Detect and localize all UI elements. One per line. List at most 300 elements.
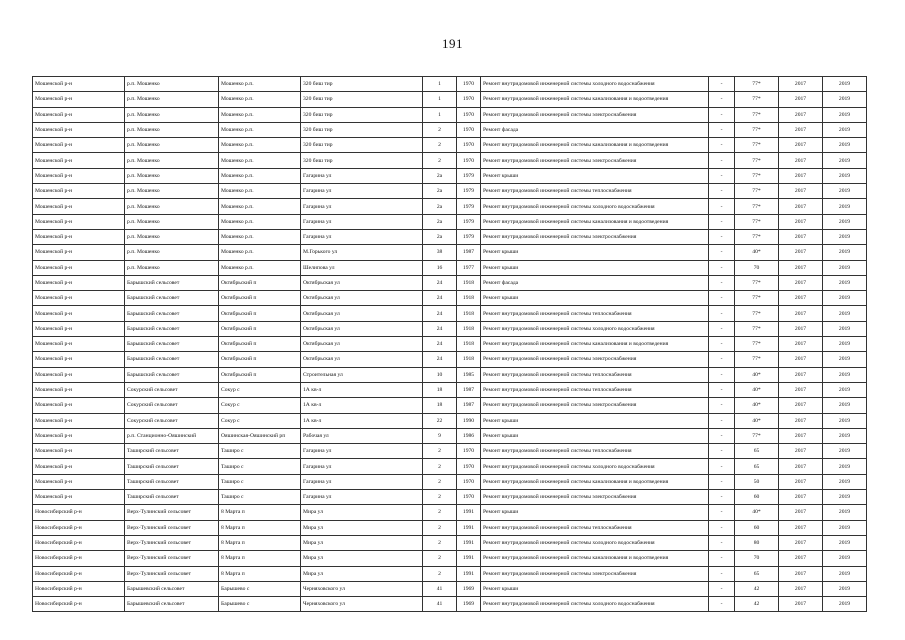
cell-house-number: 2а (423, 184, 457, 199)
table-row (33, 505, 867, 520)
cell-start-year: 2017 (779, 168, 823, 183)
cell-cost: 77* (735, 138, 779, 153)
cell-municipality: Барышевский сельсовет (125, 597, 219, 612)
table-row (33, 337, 867, 352)
cell-municipality: Барышский сельсовет (125, 275, 219, 290)
cell-district: Мошенской р-н (33, 398, 125, 413)
cell-street: 1А кв-л (301, 413, 423, 428)
cell-settlement: 8 Марта п (219, 535, 301, 550)
table-row (33, 535, 867, 550)
cell-cost: 77* (735, 428, 779, 443)
cell-year-built: 1987 (457, 245, 481, 260)
cell-repair-work: Ремонт внутридомовой инженерной системы теплоснабжения (481, 444, 709, 459)
cell-end-year: 2019 (823, 260, 867, 275)
cell-start-year: 2017 (779, 490, 823, 505)
cell-start-year: 2017 (779, 398, 823, 413)
cell-cell-dash: - (709, 398, 735, 413)
cell-start-year: 2017 (779, 505, 823, 520)
cell-district: Новосибирский р-н (33, 551, 125, 566)
cell-municipality: р.п. Мошенко (125, 260, 219, 275)
cell-cost: 60 (735, 490, 779, 505)
cell-municipality: Таширский сельсовет (125, 474, 219, 489)
cell-end-year: 2019 (823, 367, 867, 382)
cell-district: Мошенской р-н (33, 352, 125, 367)
cell-year-built: 1970 (457, 474, 481, 489)
cell-settlement: Мошенко р.п. (219, 184, 301, 199)
cell-municipality: р.п. Мошенко (125, 168, 219, 183)
cell-start-year: 2017 (779, 337, 823, 352)
cell-start-year: 2017 (779, 122, 823, 137)
cell-district: Новосибирский р-н (33, 520, 125, 535)
cell-year-built: 1970 (457, 490, 481, 505)
cell-cell-dash: - (709, 597, 735, 612)
cell-district: Новосибирский р-н (33, 597, 125, 612)
cell-settlement: Мошенко р.п. (219, 168, 301, 183)
cell-repair-work: Ремонт внутридомовой инженерной системы канализования и водоотведения (481, 337, 709, 352)
cell-year-built: 1970 (457, 77, 481, 92)
cell-district: Мошенской р-н (33, 138, 125, 153)
table-row (33, 398, 867, 413)
cell-municipality: Сокурский сельсовет (125, 382, 219, 397)
cell-start-year: 2017 (779, 184, 823, 199)
cell-settlement: Октябрьский п (219, 321, 301, 336)
cell-municipality: Верх-Тулинский сельсовет (125, 535, 219, 550)
cell-district: Новосибирский р-н (33, 566, 125, 581)
cell-repair-work: Ремонт фасада (481, 122, 709, 137)
cell-settlement: Мошенко р.п. (219, 260, 301, 275)
cell-house-number: 2 (423, 520, 457, 535)
cell-municipality: р.п. Мошенко (125, 107, 219, 122)
cell-start-year: 2017 (779, 107, 823, 122)
cell-municipality: р.п. Мошенко (125, 138, 219, 153)
cell-settlement: Таширо с (219, 444, 301, 459)
cell-cell-dash: - (709, 260, 735, 275)
cell-end-year: 2019 (823, 321, 867, 336)
cell-settlement: Октябрьский п (219, 367, 301, 382)
cell-cell-dash: - (709, 291, 735, 306)
cell-end-year: 2019 (823, 505, 867, 520)
cell-settlement: Таширо с (219, 490, 301, 505)
cell-street: Мира ул (301, 505, 423, 520)
cell-cell-dash: - (709, 199, 735, 214)
cell-start-year: 2017 (779, 245, 823, 260)
cell-repair-work: Ремонт крыши (481, 581, 709, 596)
cell-district: Мошенской р-н (33, 291, 125, 306)
cell-cost: 77* (735, 92, 779, 107)
cell-street: Черняховского ул (301, 597, 423, 612)
cell-year-built: 1985 (457, 367, 481, 382)
cell-start-year: 2017 (779, 382, 823, 397)
cell-district: Мошенской р-н (33, 337, 125, 352)
table-row (33, 367, 867, 382)
cell-repair-work: Ремонт внутридомовой инженерной системы электроснабжения (481, 352, 709, 367)
cell-house-number: 16 (423, 260, 457, 275)
cell-year-built: 1979 (457, 199, 481, 214)
cell-end-year: 2019 (823, 413, 867, 428)
cell-repair-work: Ремонт крыши (481, 413, 709, 428)
cell-house-number: 24 (423, 321, 457, 336)
cell-start-year: 2017 (779, 138, 823, 153)
cell-settlement: Октябрьский п (219, 306, 301, 321)
cell-street: Гагарина ул (301, 444, 423, 459)
cell-cost: 40* (735, 382, 779, 397)
table-row (33, 459, 867, 474)
cell-street: Октябрьская ул (301, 306, 423, 321)
cell-year-built: 1970 (457, 153, 481, 168)
cell-end-year: 2019 (823, 581, 867, 596)
cell-municipality: Барышский сельсовет (125, 367, 219, 382)
cell-repair-work: Ремонт внутридомовой инженерной системы канализования и водоотведения (481, 214, 709, 229)
cell-cost: 40* (735, 398, 779, 413)
cell-start-year: 2017 (779, 597, 823, 612)
cell-year-built: 1918 (457, 275, 481, 290)
table-row (33, 214, 867, 229)
cell-street: Октябрьская ул (301, 275, 423, 290)
table-row (33, 428, 867, 443)
cell-start-year: 2017 (779, 474, 823, 489)
table-row (33, 291, 867, 306)
cell-repair-work: Ремонт крыши (481, 291, 709, 306)
table-row (33, 490, 867, 505)
cell-end-year: 2019 (823, 352, 867, 367)
cell-municipality: Сокурский сельсовет (125, 398, 219, 413)
cell-street: 320 биш тир (301, 77, 423, 92)
cell-settlement: Октябрьский п (219, 337, 301, 352)
cell-street: Рабочая ул (301, 428, 423, 443)
cell-end-year: 2019 (823, 168, 867, 183)
cell-cost: 65 (735, 459, 779, 474)
cell-district: Новосибирский р-н (33, 581, 125, 596)
cell-house-number: 2 (423, 444, 457, 459)
cell-cell-dash: - (709, 566, 735, 581)
table-row (33, 199, 867, 214)
cell-end-year: 2019 (823, 428, 867, 443)
cell-start-year: 2017 (779, 260, 823, 275)
table-row (33, 184, 867, 199)
cell-house-number: 24 (423, 291, 457, 306)
table-row (33, 306, 867, 321)
cell-start-year: 2017 (779, 153, 823, 168)
cell-district: Мошенской р-н (33, 168, 125, 183)
cell-settlement: 8 Марта п (219, 520, 301, 535)
cell-settlement: Таширо с (219, 459, 301, 474)
cell-year-built: 1970 (457, 444, 481, 459)
cell-cost: 60 (735, 520, 779, 535)
cell-end-year: 2019 (823, 474, 867, 489)
cell-house-number: 2 (423, 490, 457, 505)
cell-start-year: 2017 (779, 581, 823, 596)
cell-cost: 42 (735, 581, 779, 596)
cell-end-year: 2019 (823, 490, 867, 505)
cell-municipality: р.п. Мошенко (125, 245, 219, 260)
cell-street: 320 биш тир (301, 153, 423, 168)
cell-settlement: Мошенко р.п. (219, 92, 301, 107)
repair-registry-table (32, 76, 867, 612)
table-row (33, 566, 867, 581)
table-row (33, 444, 867, 459)
cell-repair-work: Ремонт крыши (481, 245, 709, 260)
cell-end-year: 2019 (823, 306, 867, 321)
cell-start-year: 2017 (779, 275, 823, 290)
cell-cell-dash: - (709, 306, 735, 321)
cell-repair-work: Ремонт внутридомовой инженерной системы электроснабжения (481, 490, 709, 505)
table-row (33, 520, 867, 535)
cell-street: Октябрьская ул (301, 291, 423, 306)
cell-end-year: 2019 (823, 291, 867, 306)
cell-street: Гагарина ул (301, 184, 423, 199)
cell-house-number: 2 (423, 122, 457, 137)
cell-cost: 77* (735, 168, 779, 183)
cell-house-number: 2а (423, 199, 457, 214)
cell-start-year: 2017 (779, 566, 823, 581)
cell-repair-work: Ремонт внутридомовой инженерной системы холодного водоснабжения (481, 199, 709, 214)
cell-street: 320 биш тир (301, 122, 423, 137)
cell-district: Мошенской р-н (33, 214, 125, 229)
table-row (33, 275, 867, 290)
cell-year-built: 1970 (457, 122, 481, 137)
cell-district: Мошенской р-н (33, 321, 125, 336)
cell-district: Мошенской р-н (33, 474, 125, 489)
cell-repair-work: Ремонт фасада (481, 275, 709, 290)
cell-settlement: Таширо с (219, 474, 301, 489)
cell-year-built: 1918 (457, 306, 481, 321)
cell-street: Гагарина ул (301, 199, 423, 214)
cell-settlement: Барышево с (219, 581, 301, 596)
cell-street: 320 биш тир (301, 107, 423, 122)
cell-house-number: 41 (423, 597, 457, 612)
cell-repair-work: Ремонт внутридомовой инженерной системы теплоснабжения (481, 184, 709, 199)
cell-cell-dash: - (709, 337, 735, 352)
cell-district: Мошенской р-н (33, 490, 125, 505)
cell-cost: 77* (735, 321, 779, 336)
table-body (33, 77, 867, 612)
cell-house-number: 9 (423, 428, 457, 443)
cell-district: Мошенской р-н (33, 245, 125, 260)
cell-end-year: 2019 (823, 229, 867, 244)
cell-street: 1А кв-л (301, 398, 423, 413)
cell-street: Мира ул (301, 551, 423, 566)
cell-start-year: 2017 (779, 291, 823, 306)
cell-settlement: Октябрьский п (219, 291, 301, 306)
cell-settlement: Октябрьский п (219, 275, 301, 290)
cell-house-number: 22 (423, 413, 457, 428)
cell-start-year: 2017 (779, 214, 823, 229)
cell-year-built: 1969 (457, 581, 481, 596)
cell-cell-dash: - (709, 153, 735, 168)
cell-district: Мошенской р-н (33, 444, 125, 459)
cell-house-number: 1 (423, 107, 457, 122)
cell-cell-dash: - (709, 490, 735, 505)
table-row (33, 551, 867, 566)
cell-cell-dash: - (709, 505, 735, 520)
cell-cell-dash: - (709, 428, 735, 443)
cell-start-year: 2017 (779, 413, 823, 428)
cell-year-built: 1918 (457, 337, 481, 352)
cell-street: Шелипова ул (301, 260, 423, 275)
cell-house-number: 2 (423, 153, 457, 168)
cell-street: Мира ул (301, 566, 423, 581)
cell-start-year: 2017 (779, 321, 823, 336)
cell-cell-dash: - (709, 444, 735, 459)
cell-street: Мира ул (301, 535, 423, 550)
table-row (33, 138, 867, 153)
table-row (33, 168, 867, 183)
cell-house-number: 24 (423, 275, 457, 290)
cell-cell-dash: - (709, 122, 735, 137)
cell-settlement: Мошенко р.п. (219, 138, 301, 153)
cell-municipality: р.п. Мошенко (125, 184, 219, 199)
cell-cost: 77* (735, 153, 779, 168)
table-row (33, 229, 867, 244)
cell-end-year: 2019 (823, 92, 867, 107)
cell-settlement: Мошенко р.п. (219, 153, 301, 168)
cell-settlement: Мошенко р.п. (219, 229, 301, 244)
cell-start-year: 2017 (779, 551, 823, 566)
cell-cell-dash: - (709, 229, 735, 244)
cell-cost: 40* (735, 245, 779, 260)
cell-cell-dash: - (709, 245, 735, 260)
cell-end-year: 2019 (823, 153, 867, 168)
cell-year-built: 1986 (457, 428, 481, 443)
cell-cell-dash: - (709, 551, 735, 566)
cell-municipality: Барышский сельсовет (125, 352, 219, 367)
cell-repair-work: Ремонт внутридомовой инженерной системы канализования и водоотведения (481, 138, 709, 153)
table-row (33, 92, 867, 107)
cell-end-year: 2019 (823, 382, 867, 397)
cell-cost: 77* (735, 214, 779, 229)
cell-repair-work: Ремонт внутридомовой инженерной системы теплоснабжения (481, 367, 709, 382)
cell-repair-work: Ремонт внутридомовой инженерной системы холодного водоснабжения (481, 535, 709, 550)
cell-municipality: р.п. Мошенко (125, 199, 219, 214)
cell-municipality: р.п. Мошенко (125, 92, 219, 107)
page-number: 191 (442, 36, 463, 51)
cell-cost: 77* (735, 291, 779, 306)
cell-cell-dash: - (709, 107, 735, 122)
cell-settlement: Мошенко р.п. (219, 122, 301, 137)
cell-start-year: 2017 (779, 428, 823, 443)
cell-street: Октябрьская ул (301, 352, 423, 367)
table-row (33, 77, 867, 92)
cell-district: Мошенской р-н (33, 199, 125, 214)
cell-end-year: 2019 (823, 245, 867, 260)
cell-municipality: Барышевский сельсовет (125, 581, 219, 596)
cell-house-number: 2а (423, 229, 457, 244)
cell-year-built: 1979 (457, 214, 481, 229)
cell-district: Мошенской р-н (33, 107, 125, 122)
cell-settlement: Мошенко р.п. (219, 107, 301, 122)
cell-end-year: 2019 (823, 275, 867, 290)
cell-cost: 77* (735, 229, 779, 244)
cell-start-year: 2017 (779, 199, 823, 214)
cell-end-year: 2019 (823, 199, 867, 214)
cell-start-year: 2017 (779, 444, 823, 459)
table-row (33, 122, 867, 137)
table-row (33, 474, 867, 489)
cell-repair-work: Ремонт крыши (481, 168, 709, 183)
cell-cell-dash: - (709, 214, 735, 229)
cell-street: Гагарина ул (301, 229, 423, 244)
cell-municipality: Барышский сельсовет (125, 291, 219, 306)
cell-house-number: 10 (423, 367, 457, 382)
cell-municipality: Верх-Тулинский сельсовет (125, 520, 219, 535)
cell-district: Мошенской р-н (33, 153, 125, 168)
cell-house-number: 1 (423, 77, 457, 92)
cell-house-number: 2а (423, 168, 457, 183)
table-row (33, 597, 867, 612)
cell-cost: 40* (735, 505, 779, 520)
cell-cost: 50 (735, 474, 779, 489)
cell-repair-work: Ремонт внутридомовой инженерной системы электроснабжения (481, 398, 709, 413)
cell-municipality: р.п. Мошенко (125, 214, 219, 229)
cell-year-built: 1969 (457, 597, 481, 612)
table-row (33, 260, 867, 275)
cell-cost: 77* (735, 352, 779, 367)
cell-settlement: 8 Марта п (219, 551, 301, 566)
cell-year-built: 1979 (457, 229, 481, 244)
cell-end-year: 2019 (823, 535, 867, 550)
cell-settlement: Ояшинская-Ояшинский рп (219, 428, 301, 443)
cell-cell-dash: - (709, 77, 735, 92)
table-row (33, 581, 867, 596)
table-row (33, 245, 867, 260)
cell-start-year: 2017 (779, 352, 823, 367)
cell-year-built: 1991 (457, 535, 481, 550)
cell-street: Строительная ул (301, 367, 423, 382)
cell-street: Гагарина ул (301, 459, 423, 474)
cell-district: Мошенской р-н (33, 77, 125, 92)
cell-street: Октябрьская ул (301, 321, 423, 336)
cell-district: Мошенской р-н (33, 275, 125, 290)
cell-end-year: 2019 (823, 337, 867, 352)
cell-settlement: Мошенко р.п. (219, 214, 301, 229)
cell-cell-dash: - (709, 367, 735, 382)
cell-street: 320 биш тир (301, 92, 423, 107)
cell-municipality: р.п. Мошенко (125, 77, 219, 92)
cell-end-year: 2019 (823, 597, 867, 612)
cell-repair-work: Ремонт внутридомовой инженерной системы холодного водоснабжения (481, 459, 709, 474)
cell-end-year: 2019 (823, 551, 867, 566)
cell-year-built: 1918 (457, 352, 481, 367)
cell-house-number: 18 (423, 398, 457, 413)
cell-municipality: Таширский сельсовет (125, 459, 219, 474)
cell-district: Мошенской р-н (33, 459, 125, 474)
cell-settlement: Мошенко р.п. (219, 245, 301, 260)
cell-repair-work: Ремонт внутридомовой инженерной системы электроснабжения (481, 153, 709, 168)
cell-end-year: 2019 (823, 138, 867, 153)
cell-year-built: 1970 (457, 459, 481, 474)
cell-end-year: 2019 (823, 77, 867, 92)
cell-cost: 70 (735, 551, 779, 566)
cell-settlement: Сокур с (219, 382, 301, 397)
cell-municipality: р.п. Станционно-Ояшинский (125, 428, 219, 443)
cell-municipality: Таширский сельсовет (125, 444, 219, 459)
cell-street: Гагарина ул (301, 490, 423, 505)
cell-municipality: р.п. Мошенко (125, 122, 219, 137)
cell-year-built: 1918 (457, 321, 481, 336)
cell-year-built: 1987 (457, 398, 481, 413)
cell-year-built: 1918 (457, 291, 481, 306)
cell-district: Мошенской р-н (33, 428, 125, 443)
cell-end-year: 2019 (823, 566, 867, 581)
cell-street: Черняховского ул (301, 581, 423, 596)
cell-district: Мошенской р-н (33, 413, 125, 428)
cell-house-number: 24 (423, 352, 457, 367)
cell-municipality: Верх-Тулинский сельсовет (125, 551, 219, 566)
cell-year-built: 1979 (457, 184, 481, 199)
cell-district: Новосибирский р-н (33, 505, 125, 520)
cell-cell-dash: - (709, 92, 735, 107)
cell-cost: 77* (735, 275, 779, 290)
